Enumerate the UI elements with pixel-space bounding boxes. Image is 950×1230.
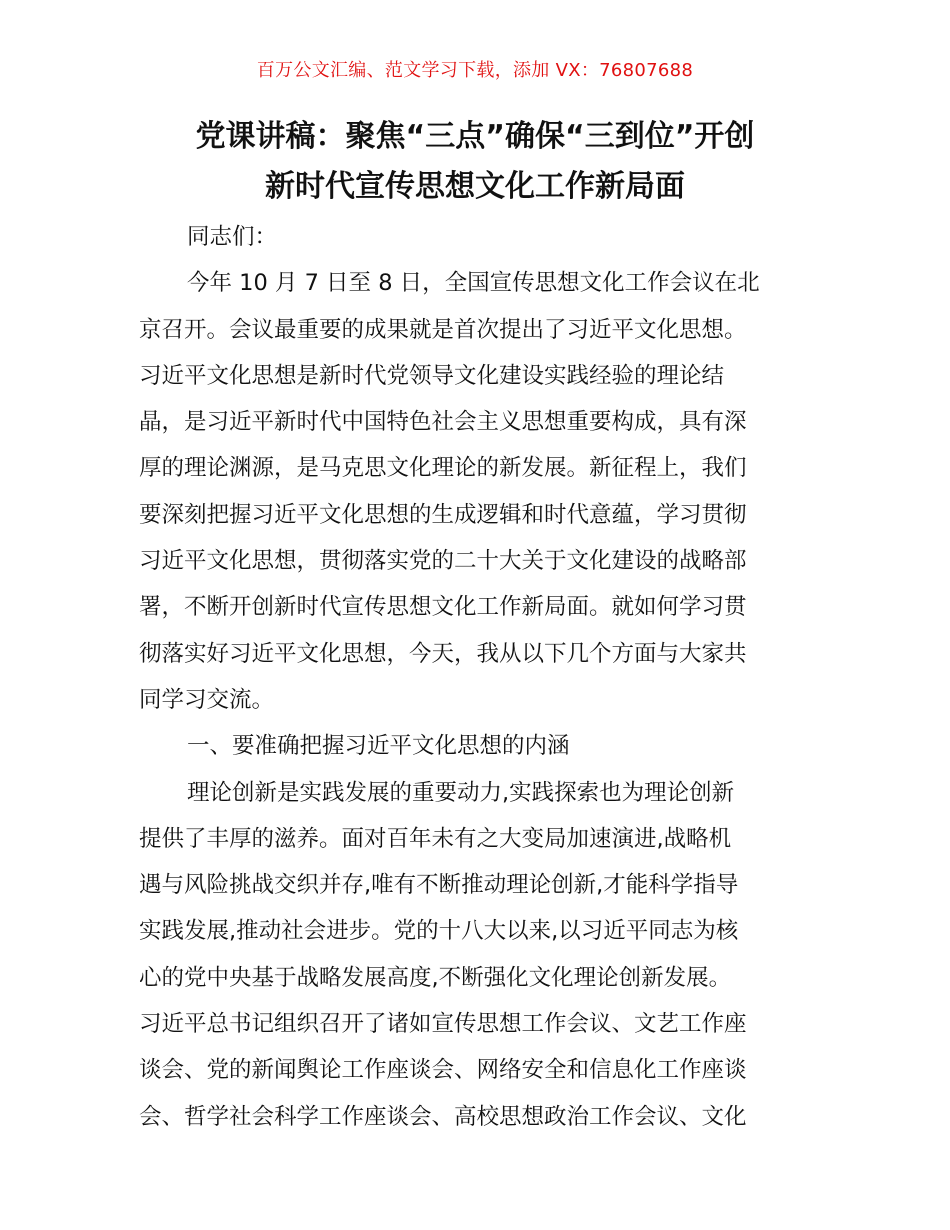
header-contact-note: 百万公文汇编、范文学习下载，添加 VX：76807688 bbox=[256, 60, 694, 81]
body-line: 晶，是习近平新时代中国特色社会主义思想重要构成，具有深 bbox=[139, 409, 747, 436]
body-line: 理论创新是实践发展的重要动力,实践探索也为理论创新 bbox=[187, 779, 735, 806]
body-line: 彻落实好习近平文化思想，今天，我从以下几个方面与大家共 bbox=[139, 640, 747, 667]
body-line: 习近平总书记组织召开了诸如宣传思想工作会议、文艺工作座 bbox=[139, 1011, 747, 1038]
body-line: 署，不断开创新时代宣传思想文化工作新局面。就如何学习贯 bbox=[139, 594, 747, 621]
body-line: 厚的理论渊源，是马克思文化理论的新发展。新征程上，我们 bbox=[139, 455, 747, 482]
body-line: 同学习交流。 bbox=[139, 686, 275, 713]
body-line: 京召开。会议最重要的成果就是首次提出了习近平文化思想。 bbox=[139, 316, 747, 343]
body-line: 今年 10 月 7 日至 8 日，全国宣传思想文化工作会议在北 bbox=[187, 270, 760, 297]
paragraph-section-one bbox=[139, 770, 819, 1140]
body-line: 同志们： bbox=[187, 224, 278, 250]
title-line: 新时代宣传思想文化工作新局面 bbox=[265, 169, 685, 204]
document-body bbox=[139, 214, 819, 1140]
body-line: 要深刻把握习近平文化思想的生成逻辑和时代意蕴，学习贯彻 bbox=[139, 501, 747, 528]
section-heading bbox=[139, 723, 819, 769]
paragraph-intro bbox=[139, 260, 819, 723]
document-title bbox=[120, 112, 830, 212]
body-line: 会、哲学社会科学工作座谈会、高校思想政治工作会议、文化 bbox=[139, 1103, 747, 1130]
body-line: 习近平文化思想是新时代党领导文化建设实践经验的理论结 bbox=[139, 362, 725, 389]
body-line: 遇与风险挑战交织并存,唯有不断推动理论创新,才能科学指导 bbox=[139, 872, 739, 899]
body-line: 心的党中央基于战略发展高度,不断强化文化理论创新发展。 bbox=[139, 964, 732, 991]
body-line: 提供了丰厚的滋养。面对百年未有之大变局加速演进,战略机 bbox=[139, 825, 732, 852]
title-line: 党课讲稿：聚焦“三点”确保“三到位”开创 bbox=[195, 119, 755, 154]
section-heading-text: 一、要准确把握习近平文化思想的内涵 bbox=[187, 733, 570, 760]
body-line: 谈会、党的新闻舆论工作座谈会、网络安全和信息化工作座谈 bbox=[139, 1057, 747, 1084]
salutation bbox=[139, 214, 819, 260]
body-line: 习近平文化思想，贯彻落实党的二十大关于文化建设的战略部 bbox=[139, 548, 747, 575]
body-line: 实践发展,推动社会进步。党的十八大以来,以习近平同志为核 bbox=[139, 918, 739, 945]
